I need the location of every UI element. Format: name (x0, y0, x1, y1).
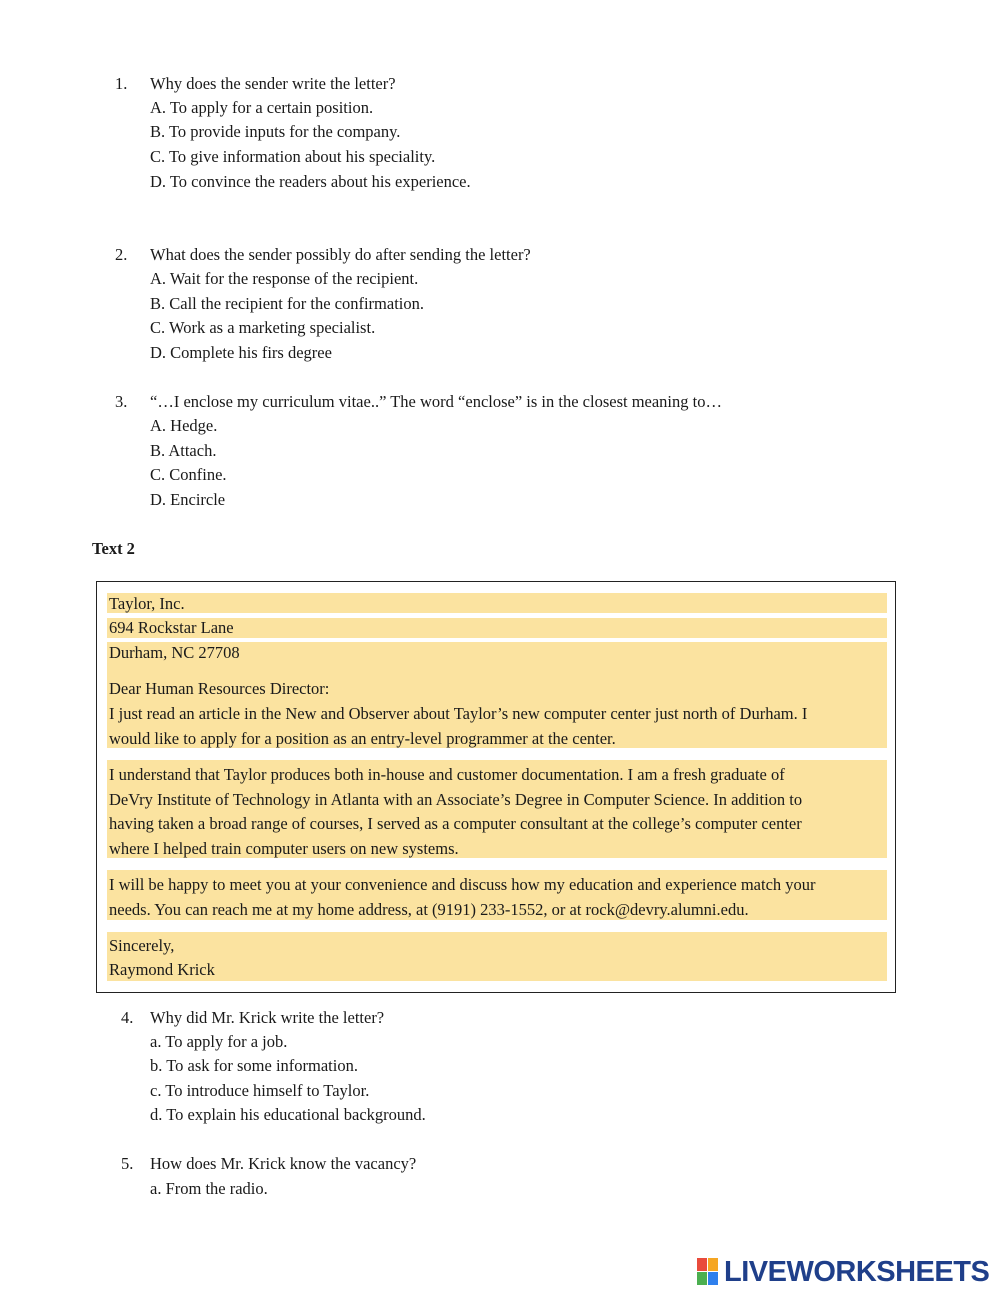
letter-para2-line-1: I understand that Taylor produces both in-house and customer documentation. I am a fresh graduate of (109, 765, 785, 784)
letter-para1-line-2: would like to apply for a position as an entry-level programmer at the center. (109, 729, 616, 748)
question-3-text: “…I enclose my curriculum vitae..” The word “enclose” is in the closest meaning to… (150, 392, 722, 411)
letter-para3-line-2: needs. You can reach me at my home address, at (9191) 233-1552, or at rock@devry.alumni.edu. (109, 900, 749, 919)
question-2-option-a: A. Wait for the response of the recipient. (150, 269, 419, 288)
letter-para2-line-3: having taken a broad range of courses, I served as a computer consultant at the college’s computer center (109, 814, 802, 833)
question-5-option-a: a. From the radio. (150, 1179, 268, 1198)
question-3-number: 3. (115, 392, 128, 411)
question-3-option-a: A. Hedge. (150, 416, 218, 435)
letter-para3-line-1: I will be happy to meet you at your convenience and discuss how my education and experience match your (109, 875, 816, 894)
question-2-number: 2. (115, 245, 128, 264)
letter-address-line-3: Durham, NC 27708 (109, 643, 240, 662)
letter-closing: Sincerely, (109, 936, 175, 955)
letter-salutation: Dear Human Resources Director: (109, 679, 330, 698)
question-3-option-d: D. Encircle (150, 490, 226, 509)
question-1-option-d: D. To convince the readers about his experience. (150, 172, 471, 191)
liveworksheets-logo-icon (697, 1258, 721, 1286)
liveworksheets-logo[interactable] (697, 1252, 989, 1292)
question-3-option-c: C. Confine. (150, 465, 227, 484)
question-2-text: What does the sender possibly do after sending the letter? (150, 245, 531, 264)
question-2-option-c: C. Work as a marketing specialist. (150, 318, 376, 337)
question-1-option-c: C. To give information about his speciality. (150, 147, 436, 166)
logo-text: LIVEWORKSHEETS (724, 1255, 990, 1288)
letter-para2-line-2: DeVry Institute of Technology in Atlanta with an Associate’s Degree in Computer Science. In addition to (109, 790, 803, 809)
question-4-number: 4. (121, 1008, 134, 1027)
question-1-option-a: A. To apply for a certain position. (150, 98, 374, 117)
question-4-option-c: c. To introduce himself to Taylor. (150, 1081, 370, 1100)
question-5-number: 5. (121, 1154, 134, 1173)
letter-para2-line-4: where I helped train computer users on new systems. (109, 839, 459, 858)
question-1-text: Why does the sender write the letter? (150, 74, 396, 93)
question-2-option-d: D. Complete his firs degree (150, 343, 332, 362)
section-title: Text 2 (92, 539, 135, 558)
question-4-text: Why did Mr. Krick write the letter? (150, 1008, 385, 1027)
question-4-option-d: d. To explain his educational background. (150, 1105, 426, 1124)
question-4-option-a: a. To apply for a job. (150, 1032, 288, 1051)
letter-signature: Raymond Krick (109, 960, 215, 979)
question-3-option-b: B. Attach. (150, 441, 217, 460)
question-5-text: How does Mr. Krick know the vacancy? (150, 1154, 417, 1173)
question-1-number: 1. (115, 74, 128, 93)
letter-box (96, 581, 896, 993)
letter-address-line-1: Taylor, Inc. (109, 594, 185, 613)
highlight-address-1 (107, 593, 887, 613)
letter-address-line-2: 694 Rockstar Lane (109, 618, 234, 637)
question-2-option-b: B. Call the recipient for the confirmation. (150, 294, 424, 313)
highlight-closing (107, 932, 887, 981)
question-1-option-b: B. To provide inputs for the company. (150, 122, 401, 141)
question-4-option-b: b. To ask for some information. (150, 1056, 358, 1075)
letter-para1-line-1: I just read an article in the New and Observer about Taylor’s new computer center just north of Durham. I (109, 704, 808, 723)
